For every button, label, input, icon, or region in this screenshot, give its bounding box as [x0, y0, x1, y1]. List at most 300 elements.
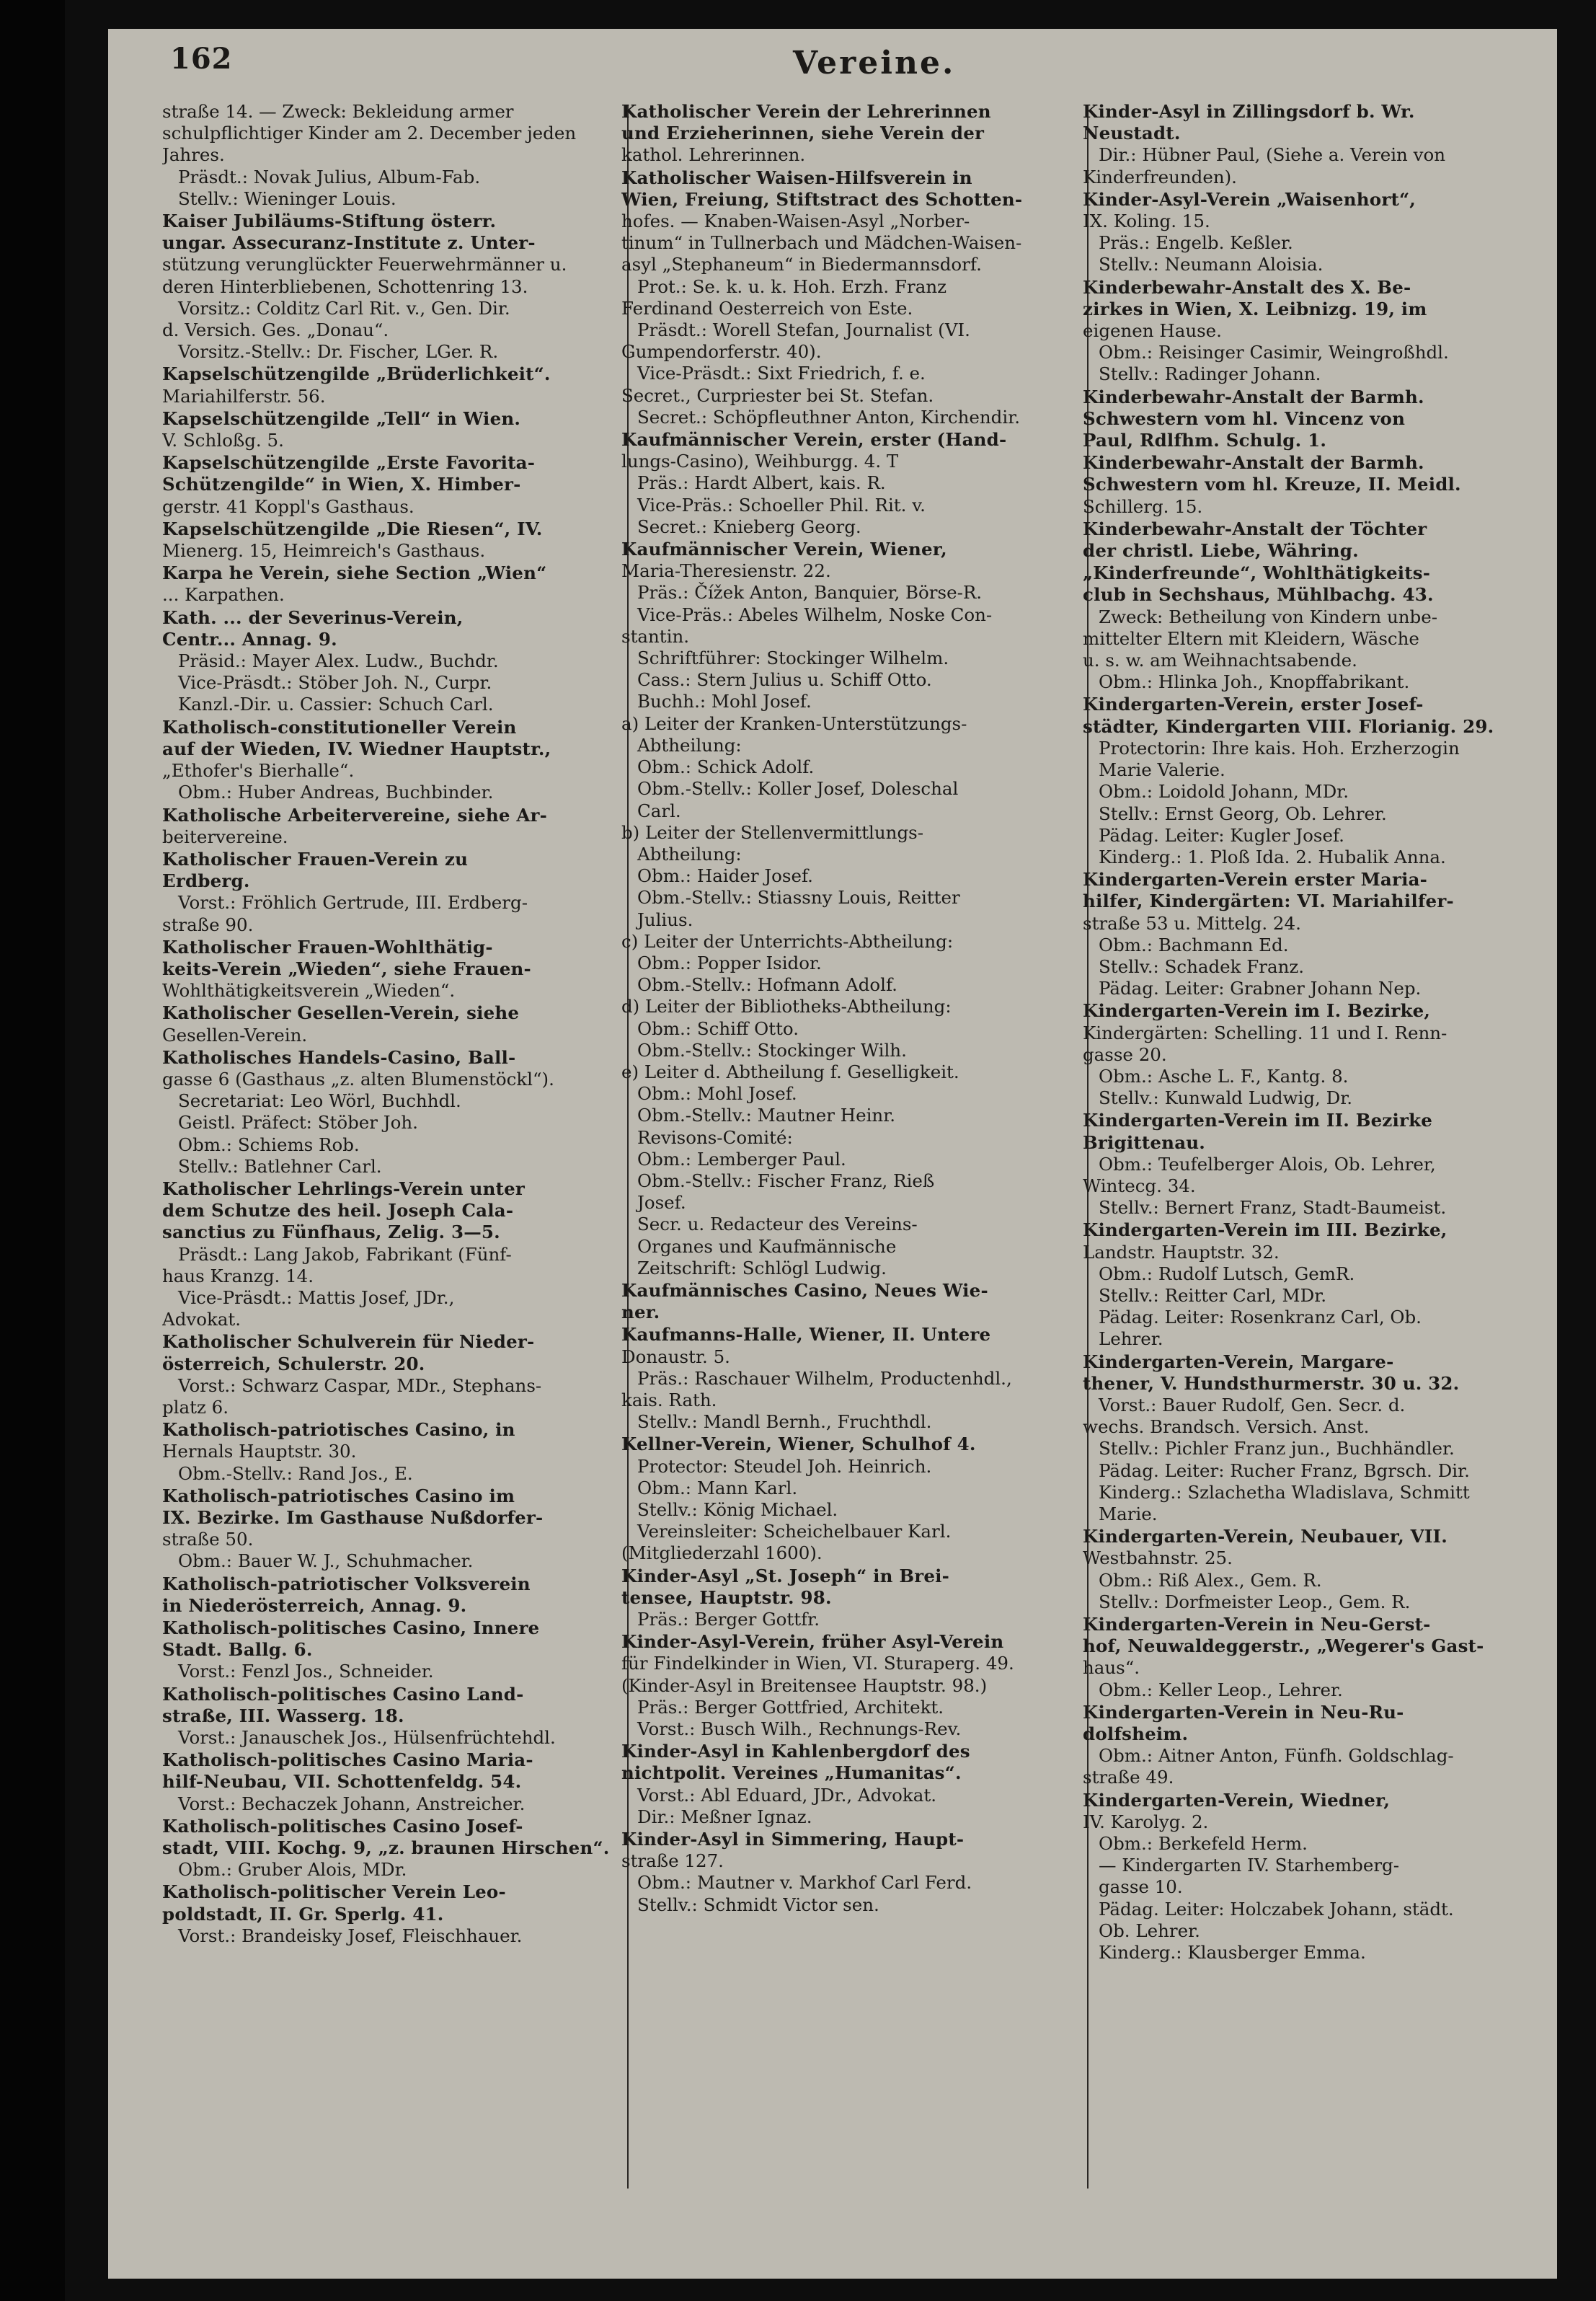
directory-entry: [621, 1324, 1076, 1433]
entry-text-line: Gesellen-Verein.: [162, 1024, 308, 1046]
entry-text-line: Marie.: [1099, 1503, 1158, 1524]
entry-text-line: Obm.: Teufelberger Alois, Ob. Lehrer,: [1099, 1153, 1436, 1175]
entry-heading-line: Katholischer Waisen-Hilfsverein in: [621, 167, 972, 188]
directory-entry: [1083, 452, 1537, 518]
directory-entry: [162, 408, 616, 451]
entry-text-line: gasse 6 (Gasthaus „z. alten Blumenstöckl“).: [162, 1068, 554, 1090]
entry-text-line: Obm.: Loidold Johann, MDr.: [1099, 781, 1349, 803]
entry-text-line: Stellv.: Kunwald Ludwig, Dr.: [1099, 1087, 1353, 1109]
entry-heading-line: Karpa he Verein, siehe Section „Wien“: [162, 562, 547, 584]
entry-text-line: Obm.: Bauer W. J., Schuhmacher.: [178, 1550, 474, 1572]
entry-heading-line: in Niederösterreich, Annag. 9.: [162, 1594, 467, 1616]
entry-text-line: stantin.: [621, 625, 690, 647]
entry-heading-line: Stadt. Ballg. 6.: [162, 1639, 313, 1661]
entry-text-line: Stellv.: Wieninger Louis.: [178, 187, 396, 209]
entry-heading-line: Erdberg.: [162, 870, 250, 892]
entry-heading-line: Kaufmännischer Verein, erster (Hand-: [621, 429, 1007, 451]
entry-heading-line: Katholisch-constitutioneller Verein: [162, 716, 517, 738]
entry-text-line: straße 49.: [1083, 1767, 1174, 1788]
entry-heading-line: Katholisch-politischer Verein Leo-: [162, 1881, 506, 1903]
entry-heading-line: Paul, Rdlfhm. Schulg. 1.: [1083, 430, 1327, 451]
directory-entry: [1083, 101, 1537, 188]
entry-heading-line: Kindergarten-Verein in Neu-Ru-: [1083, 1701, 1404, 1723]
entry-text-line: Vice-Präsdt.: Mattis Josef, JDr.,: [178, 1286, 455, 1308]
entry-heading-line: Wien, Freiung, Stiftstract des Schotten-: [621, 188, 1023, 210]
entry-text-line: Vorst.: Janauschek Jos., Hülsenfrüchtehdl.: [178, 1727, 556, 1749]
entry-text-line: Stellv.: Schmidt Victor sen.: [637, 1894, 879, 1915]
entry-heading-line: ungar. Assecuranz-Institute z. Unter-: [162, 232, 536, 254]
entry-text-line: Obm.: Popper Isidor.: [637, 952, 822, 973]
entry-heading-line: Kindergarten-Verein, Wiedner,: [1083, 1789, 1391, 1811]
entry-text-line: Obm.: Schiff Otto.: [637, 1017, 799, 1039]
directory-entry: [162, 1816, 616, 1881]
entry-heading-line: Kaufmännischer Verein, Wiener,: [621, 539, 947, 560]
entry-text-line: d) Leiter der Bibliotheks-Abtheilung:: [621, 996, 952, 1017]
entry-text-line: Obm.: Gruber Alois, MDr.: [178, 1859, 407, 1881]
entry-heading-line: Kindergarten-Verein im III. Bezirke,: [1083, 1219, 1448, 1241]
book-spine-shadow: [0, 0, 65, 2301]
text-column-middle: [621, 101, 1076, 2228]
directory-entry: [1083, 694, 1537, 868]
entry-heading-line: Kapselschützengilde „Erste Favorita-: [162, 452, 536, 474]
entry-heading-line: Kinder-Asyl in Kahlenbergdorf des: [621, 1741, 970, 1762]
entry-text-line: hofes. — Knaben-Waisen-Asyl „Norber-: [621, 211, 970, 232]
entry-text-line: straße 14. — Zweck: Bekleidung armer: [162, 101, 514, 122]
directory-entry: [162, 937, 616, 1002]
entry-heading-line: Kinder-Asyl in Simmering, Haupt-: [621, 1829, 965, 1850]
entry-text-line: ... Karpathen.: [162, 584, 285, 606]
directory-entry: [162, 1573, 616, 1617]
running-head: Vereine.: [793, 45, 956, 81]
entry-text-line: „Ethofer's Bierhalle“.: [162, 760, 355, 782]
entry-heading-line: österreich, Schulerstr. 20.: [162, 1353, 425, 1374]
directory-entry: [621, 539, 1076, 1279]
entry-text-line: Obm.: Asche L. F., Kantg. 8.: [1099, 1065, 1349, 1087]
entry-text-line: Obm.-Stellv.: Stockinger Wilh.: [637, 1039, 907, 1061]
entry-heading-line: tensee, Hauptstr. 98.: [621, 1586, 832, 1608]
entry-text-line: Präs.: Berger Gottfr.: [637, 1609, 820, 1630]
directory-entry: [1083, 1790, 1537, 1964]
entry-heading-line: der christl. Liebe, Währing.: [1083, 540, 1359, 562]
entry-heading-line: Kaufmanns-Halle, Wiener, II. Untere: [621, 1324, 991, 1346]
entry-heading-line: hilf-Neubau, VII. Schottenfeldg. 54.: [162, 1771, 522, 1793]
entry-heading-line: Kinder-Asyl-Verein, früher Asyl-Verein: [621, 1631, 1004, 1653]
entry-text-line: IX. Koling. 15.: [1083, 211, 1210, 232]
entry-text-line: Secret., Curpriester bei St. Stefan.: [621, 384, 934, 406]
entry-text-line: gerstr. 41 Koppl's Gasthaus.: [162, 495, 414, 517]
entry-text-line: Vorst.: Abl Eduard, JDr., Advokat.: [637, 1784, 936, 1806]
entry-text-line: Pädag. Leiter: Holczabek Johann, städt.: [1099, 1898, 1454, 1920]
entry-text-line: platz 6.: [162, 1396, 229, 1418]
entry-text-line: Vorst.: Bechaczek Johann, Anstreicher.: [178, 1793, 526, 1814]
entry-text-line: beitervereine.: [162, 826, 288, 847]
entry-text-line: Obm.: Aitner Anton, Fünfh. Goldschlag-: [1099, 1745, 1454, 1767]
directory-entry: [621, 167, 1076, 428]
entry-text-line: Kindergärten: Schelling. 11 und I. Renn-: [1083, 1022, 1448, 1043]
entry-heading-line: dolfsheim.: [1083, 1723, 1189, 1745]
entry-text-line: haus“.: [1083, 1657, 1140, 1679]
entry-text-line: Stellv.: Dorfmeister Leop., Gem. R.: [1099, 1591, 1411, 1612]
entry-heading-line: Kinder-Asyl „St. Joseph“ in Brei-: [621, 1565, 950, 1586]
entry-text-line: b) Leiter der Stellenvermittlungs-: [621, 821, 923, 843]
entry-heading-line: Kapselschützengilde „Die Riesen“, IV.: [162, 518, 543, 539]
entry-heading-line: club in Sechshaus, Mühlbachg. 43.: [1083, 584, 1434, 606]
directory-entry: [1083, 869, 1537, 999]
directory-entry: [621, 1829, 1076, 1916]
entry-heading-line: Katholischer Gesellen-Verein, siehe: [162, 1002, 520, 1024]
entry-text-line: wechs. Brandsch. Versich. Anst.: [1083, 1416, 1370, 1438]
entry-text-line: straße 53 u. Mittelg. 24.: [1083, 912, 1301, 934]
entry-text-line: Stellv.: Ernst Georg, Ob. Lehrer.: [1099, 803, 1387, 824]
entry-text-line: Vorst.: Bauer Rudolf, Gen. Secr. d.: [1099, 1394, 1406, 1416]
entry-text-line: Kinderg.: 1. Ploß Ida. 2. Hubalik Anna.: [1099, 846, 1446, 867]
entry-text-line: Präsdt.: Worell Stefan, Journalist (VI.: [637, 319, 970, 341]
entry-text-line: mittelter Eltern mit Kleidern, Wäsche: [1083, 627, 1419, 649]
entry-heading-line: zirkes in Wien, X. Leibnizg. 19, im: [1083, 298, 1427, 319]
entry-text-line: c) Leiter der Unterrichts-Abtheilung:: [621, 930, 954, 952]
entry-text-line: V. Schloßg. 5.: [162, 430, 284, 451]
entry-text-line: Obm.-Stellv.: Stiassny Louis, Reitter: [637, 887, 960, 909]
entry-text-line: Vereinsleiter: Scheichelbauer Karl.: [637, 1521, 952, 1542]
directory-entry: [162, 1617, 616, 1683]
directory-entry: [162, 1178, 616, 1330]
entry-heading-line: poldstadt, II. Gr. Sperlg. 41.: [162, 1903, 444, 1925]
entry-text-line: — Kindergarten IV. Starhemberg-: [1099, 1855, 1399, 1876]
entry-text-line: Wintecg. 34.: [1083, 1175, 1196, 1196]
directory-entry: [162, 452, 616, 518]
directory-entry: [162, 607, 616, 716]
entry-text-line: Mariahilferstr. 56.: [162, 385, 326, 407]
entry-text-line: Stellv.: Mandl Bernh., Fruchthdl.: [637, 1411, 932, 1433]
entry-text-line: gasse 10.: [1099, 1876, 1183, 1898]
entry-text-line: Obm.: Rudolf Lutsch, GemR.: [1099, 1263, 1355, 1284]
entry-text-line: Obm.: Mann Karl.: [637, 1477, 798, 1498]
entry-text-line: straße 127.: [621, 1850, 724, 1872]
entry-text-line: Revisons-Comité:: [637, 1126, 793, 1148]
entry-text-line: Kanzl.-Dir. u. Cassier: Schuch Carl.: [178, 694, 494, 715]
entry-heading-line: Kinderbewahr-Anstalt der Töchter: [1083, 518, 1427, 539]
text-column-right: [1083, 101, 1537, 2228]
entry-text-line: Secr. u. Redacteur des Vereins-: [637, 1214, 918, 1235]
entry-text-line: Stellv.: König Michael.: [637, 1499, 838, 1520]
entry-text-line: u. s. w. am Weihnachtsabende.: [1083, 650, 1357, 671]
entry-heading-line: Kaiser Jubiläums-Stiftung österr.: [162, 211, 497, 232]
entry-heading-line: Katholisch-politisches Casino Land-: [162, 1683, 524, 1705]
entry-text-line: Advokat.: [162, 1309, 241, 1330]
entry-heading-line: Brigittenau.: [1083, 1131, 1206, 1153]
entry-heading-line: Katholisches Handels-Casino, Ball-: [162, 1046, 516, 1068]
entry-heading-line: Neustadt.: [1083, 123, 1181, 144]
entry-text-line: Secretariat: Leo Wörl, Buchhdl.: [178, 1090, 461, 1112]
entry-heading-line: Kindergarten-Verein im II. Bezirke: [1083, 1110, 1433, 1131]
entry-text-line: Stellv.: Schadek Franz.: [1099, 955, 1305, 977]
entry-text-line: Vice-Präs.: Abeles Wilhelm, Noske Con-: [637, 604, 993, 625]
entry-text-line: Dir.: Hübner Paul, (Siehe a. Verein von: [1099, 144, 1445, 166]
entry-text-line: lungs-Casino), Weihburgg. 4. T: [621, 451, 899, 472]
entry-text-line: Pädag. Leiter: Grabner Johann Nep.: [1099, 978, 1422, 999]
entry-text-line: Dir.: Meßner Ignaz.: [637, 1806, 812, 1827]
entry-heading-line: Kinder-Asyl-Verein „Waisenhort“,: [1083, 188, 1416, 210]
entry-heading-line: thener, V. Hundsthurmerstr. 30 u. 32.: [1083, 1372, 1460, 1394]
entry-text-line: Vorst.: Brandeisky Josef, Fleischhauer.: [178, 1925, 523, 1946]
entry-heading-line: Katholische Arbeitervereine, siehe Ar-: [162, 804, 548, 826]
entry-text-line: Stellv.: Pichler Franz jun., Buchhändler.: [1099, 1438, 1455, 1459]
entry-text-line: Vorst.: Busch Wilh., Rechnungs-Rev.: [637, 1718, 962, 1740]
entry-heading-line: Katholisch-politisches Casino Josef-: [162, 1815, 523, 1837]
entry-text-line: Obm.: Bachmann Ed.: [1099, 934, 1289, 955]
entry-text-line: Maria-Theresienstr. 22.: [621, 560, 831, 582]
entry-text-line: Vorsitz.: Colditz Carl Rit. v., Gen. Dir.: [178, 297, 510, 319]
entry-text-line: (Mitgliederzahl 1600).: [621, 1542, 823, 1564]
entry-heading-line: Kinder-Asyl in Zillingsdorf b. Wr.: [1083, 101, 1415, 122]
entry-heading-line: Katholisch-politisches Casino Maria-: [162, 1749, 533, 1771]
entry-text-line: Präs.: Čížek Anton, Banquier, Börse-R.: [637, 582, 983, 604]
entry-text-line: Lehrer.: [1099, 1328, 1163, 1350]
directory-entry: [162, 805, 616, 848]
directory-entry: [1083, 277, 1537, 386]
entry-text-line: Schriftführer: Stockinger Wilhelm.: [637, 648, 949, 669]
directory-entry: [162, 101, 616, 210]
entry-text-line: Obm.: Hlinka Joh., Knopffabrikant.: [1099, 671, 1410, 693]
entry-text-line: asyl „Stephaneum“ in Biedermannsdorf.: [621, 254, 982, 275]
entry-heading-line: Kindergarten-Verein in Neu-Gerst-: [1083, 1614, 1431, 1635]
entry-text-line: a) Leiter der Kranken-Unterstützungs-: [621, 712, 967, 734]
entry-heading-line: Katholischer Verein der Lehrerinnen: [621, 101, 991, 122]
entry-text-line: Abtheilung:: [637, 734, 742, 756]
entry-text-line: Obm.-Stellv.: Mautner Heinr.: [637, 1105, 896, 1126]
entry-text-line: Präs.: Berger Gottfried, Architekt.: [637, 1696, 944, 1718]
entry-text-line: Buchh.: Mohl Josef.: [637, 691, 812, 712]
entry-text-line: Ob. Lehrer.: [1099, 1920, 1200, 1941]
entry-text-line: Abtheilung:: [637, 843, 742, 865]
entry-text-line: Obm.: Mautner v. Markhof Carl Ferd.: [637, 1872, 972, 1894]
entry-heading-line: keits-Verein „Wieden“, siehe Frauen-: [162, 958, 531, 979]
entry-text-line: Zeitschrift: Schlögl Ludwig.: [637, 1257, 887, 1278]
directory-entry: [621, 101, 1076, 167]
directory-entry: [162, 1419, 616, 1485]
entry-text-line: Vorst.: Fröhlich Gertrude, III. Erdberg-: [178, 892, 528, 914]
entry-text-line: Marie Valerie.: [1099, 759, 1225, 781]
entry-text-line: Obm.: Huber Andreas, Buchbinder.: [178, 782, 494, 803]
entry-text-line: Stellv.: Bernert Franz, Stadt-Baumeist.: [1099, 1197, 1447, 1219]
entry-text-line: Obm.: Mohl Josef.: [637, 1083, 797, 1105]
entry-text-line: Obm.-Stellv.: Koller Josef, Doleschal: [637, 778, 959, 800]
entry-heading-line: Kindergarten-Verein erster Maria-: [1083, 869, 1428, 891]
entry-heading-line: sanctius zu Fünfhaus, Zelig. 3—5.: [162, 1222, 500, 1243]
entry-text-line: kais. Rath.: [621, 1389, 717, 1410]
entry-heading-line: IX. Bezirke. Im Gasthause Nußdorfer-: [162, 1507, 544, 1528]
entry-text-line: tinum“ in Tullnerbach und Mädchen-Waisen-: [621, 232, 1022, 254]
directory-entry: [162, 849, 616, 936]
entry-heading-line: Katholisch-patriotisches Casino im: [162, 1485, 515, 1506]
entry-text-line: Kinderg.: Klausberger Emma.: [1099, 1942, 1366, 1964]
entry-text-line: Schillerg. 15.: [1083, 495, 1203, 517]
entry-text-line: Präsid.: Mayer Alex. Ludw., Buchdr.: [178, 650, 499, 672]
entry-heading-line: Kinderbewahr-Anstalt der Barmh.: [1083, 452, 1424, 474]
entry-heading-line: ner.: [621, 1302, 660, 1323]
entry-text-line: Secret.: Knieberg Georg.: [637, 516, 861, 537]
entry-text-line: Landstr. Hauptstr. 32.: [1083, 1241, 1280, 1263]
entry-heading-line: Kindergarten-Verein, erster Josef-: [1083, 694, 1424, 715]
entry-text-line: Wohlthätigkeitsverein „Wieden“.: [162, 980, 456, 1002]
directory-entry: [621, 429, 1076, 538]
entry-text-line: Obm.: Reisinger Casimir, Weingroßhdl.: [1099, 342, 1449, 363]
entry-heading-line: dem Schutze des heil. Joseph Cala-: [162, 1200, 514, 1222]
entry-text-line: Protectorin: Ihre kais. Hoh. Erzherzogin: [1099, 737, 1460, 759]
entry-text-line: Stellv.: Batlehner Carl.: [178, 1155, 382, 1177]
directory-entry: [1083, 189, 1537, 276]
entry-heading-line: Schützengilde“ in Wien, X. Himber-: [162, 474, 521, 495]
entry-heading-line: Kinderbewahr-Anstalt des X. Be-: [1083, 276, 1411, 298]
directory-entry: [162, 363, 616, 407]
directory-entry: [1083, 1526, 1537, 1613]
entry-text-line: deren Hinterbliebenen, Schottenring 13.: [162, 275, 528, 297]
entry-text-line: straße 90.: [162, 914, 254, 935]
entry-text-line: Obm.-Stellv.: Hofmann Adolf.: [637, 974, 897, 996]
entry-text-line: Secret.: Schöpfleuthner Anton, Kirchendir.: [637, 406, 1021, 428]
directory-entry: [1083, 1000, 1537, 1109]
entry-text-line: Präs.: Hardt Albert, kais. R.: [637, 472, 886, 494]
directory-entry: [1083, 562, 1537, 693]
entry-text-line: Gumpendorferstr. 40).: [621, 341, 822, 363]
directory-entry: [1083, 1702, 1537, 1789]
directory-entry: [162, 562, 616, 606]
entry-text-line: straße 50.: [162, 1529, 254, 1550]
directory-entry: [162, 1485, 616, 1573]
entry-text-line: Präsdt.: Lang Jakob, Fabrikant (Fünf-: [178, 1243, 512, 1265]
entry-heading-line: Kapselschützengilde „Brüderlichkeit“.: [162, 363, 551, 385]
entry-heading-line: städter, Kindergarten VIII. Florianig. 29.: [1083, 715, 1494, 737]
entry-text-line: (Kinder-Asyl in Breitensee Hauptstr. 98.): [621, 1674, 988, 1696]
entry-text-line: Obm.: Berkefeld Herm.: [1099, 1833, 1308, 1855]
entry-text-line: Carl.: [637, 800, 681, 821]
entry-text-line: Jahres.: [162, 144, 225, 166]
entry-text-line: gasse 20.: [1083, 1043, 1167, 1065]
directory-entry: [162, 1047, 616, 1178]
entry-heading-line: hof, Neuwaldeggerstr., „Wegerer's Gast-: [1083, 1635, 1484, 1657]
entry-text-line: Stellv.: Radinger Johann.: [1099, 363, 1321, 385]
entry-heading-line: Katholischer Lehrlings-Verein unter: [162, 1178, 526, 1199]
entry-heading-line: Kath. ... der Severinus-Verein,: [162, 606, 464, 628]
entry-text-line: Obm.: Keller Leop., Lehrer.: [1099, 1679, 1343, 1700]
entry-text-line: IV. Karolyg. 2.: [1083, 1811, 1209, 1832]
directory-entry: [162, 1749, 616, 1815]
entry-heading-line: Kindergarten-Verein im I. Bezirke,: [1083, 1000, 1431, 1022]
directory-entry: [1083, 518, 1537, 562]
entry-heading-line: nichtpolit. Vereines „Humanitas“.: [621, 1762, 962, 1784]
page-number: 162: [170, 42, 233, 76]
entry-text-line: haus Kranzg. 14.: [162, 1265, 314, 1286]
entry-heading-line: Katholischer Frauen-Wohlthätig-: [162, 936, 493, 958]
entry-heading-line: hilfer, Kindergärten: VI. Mariahilfer-: [1083, 891, 1454, 912]
entry-text-line: Prot.: Se. k. u. k. Hoh. Erzh. Franz: [637, 275, 947, 297]
entry-heading-line: Katholisch-patriotischer Volksverein: [162, 1573, 531, 1594]
entry-text-line: Obm.: Riß Alex., Gem. R.: [1099, 1569, 1322, 1591]
entry-heading-line: Kaufmännisches Casino, Neues Wie-: [621, 1279, 988, 1301]
entry-text-line: Cass.: Stern Julius u. Schiff Otto.: [637, 669, 932, 691]
entry-text-line: Protector: Steudel Joh. Heinrich.: [637, 1455, 932, 1477]
entry-heading-line: Kindergarten-Verein, Margare-: [1083, 1351, 1394, 1372]
entry-heading-line: und Erzieherinnen, siehe Verein der: [621, 123, 985, 144]
entry-text-line: eigenen Hause.: [1083, 320, 1222, 342]
entry-text-line: Vorsitz.-Stellv.: Dr. Fischer, LGer. R.: [178, 341, 499, 363]
entry-text-line: Donaustr. 5.: [621, 1346, 730, 1367]
entry-heading-line: Kapselschützengilde „Tell“ in Wien.: [162, 407, 521, 429]
entry-heading-line: auf der Wieden, IV. Wiedner Hauptstr.,: [162, 738, 551, 759]
directory-entry: [1083, 1614, 1537, 1701]
directory-entry: [162, 211, 616, 363]
directory-entry: [621, 1434, 1076, 1564]
entry-text-line: Stellv.: Reitter Carl, MDr.: [1099, 1284, 1327, 1306]
entry-text-line: Kinderfreunden).: [1083, 166, 1237, 187]
entry-text-line: Präs.: Engelb. Keßler.: [1099, 232, 1293, 254]
entry-heading-line: Kellner-Verein, Wiener, Schulhof 4.: [621, 1434, 976, 1455]
entry-text-line: Hernals Hauptstr. 30.: [162, 1441, 357, 1462]
entry-text-line: Ferdinand Oesterreich von Este.: [621, 297, 913, 319]
entry-text-line: Pädag. Leiter: Rosenkranz Carl, Ob.: [1099, 1307, 1422, 1328]
entry-heading-line: Kinderbewahr-Anstalt der Barmh.: [1083, 386, 1424, 407]
entry-heading-line: Katholisch-patriotisches Casino, in: [162, 1419, 515, 1441]
entry-heading-line: Schwestern vom hl. Kreuze, II. Meidl.: [1083, 474, 1461, 495]
entry-text-line: Obm.: Schiems Rob.: [178, 1134, 360, 1155]
entry-text-line: Josef.: [637, 1192, 686, 1214]
entry-heading-line: Kindergarten-Verein, Neubauer, VII.: [1083, 1526, 1448, 1547]
directory-entry: [162, 1684, 616, 1749]
entry-text-line: Obm.: Lemberger Paul.: [637, 1148, 846, 1170]
entry-text-line: Julius.: [637, 909, 693, 930]
entry-text-line: e) Leiter d. Abtheilung f. Geselligkeit.: [621, 1061, 959, 1082]
entry-heading-line: Katholischer Frauen-Verein zu: [162, 848, 469, 870]
directory-entry: [1083, 1219, 1537, 1350]
entry-text-line: Vorst.: Schwarz Caspar, MDr., Stephans-: [178, 1374, 542, 1396]
directory-entry: [162, 518, 616, 562]
entry-heading-line: Centr... Annag. 9.: [162, 628, 337, 650]
directory-entry: [162, 717, 616, 804]
directory-entry: [1083, 1110, 1537, 1219]
entry-heading-line: stadt, VIII. Kochg. 9, „z. braunen Hirschen“.: [162, 1837, 610, 1859]
entry-text-line: Präs.: Raschauer Wilhelm, Productenhdl.,: [637, 1367, 1012, 1389]
entry-text-line: d. Versich. Ges. „Donau“.: [162, 319, 389, 341]
entry-text-line: für Findelkinder in Wien, VI. Sturaperg. 49.: [621, 1653, 1014, 1674]
entry-heading-line: Katholisch-politisches Casino, Innere: [162, 1617, 540, 1639]
entry-text-line: Westbahnstr. 25.: [1083, 1547, 1233, 1569]
entry-text-line: kathol. Lehrerinnen.: [621, 144, 806, 166]
directory-entry: [1083, 387, 1537, 452]
entry-text-line: Obm.: Haider Josef.: [637, 865, 813, 887]
directory-entry: [162, 1331, 616, 1418]
entry-text-line: Pädag. Leiter: Rucher Franz, Bgrsch. Dir.: [1099, 1459, 1470, 1481]
entry-text-line: Vice-Präsdt.: Sixt Friedrich, f. e.: [637, 363, 926, 384]
entry-text-line: Mienerg. 15, Heimreich's Gasthaus.: [162, 540, 486, 562]
directory-entry: [621, 1280, 1076, 1323]
directory-entry: [162, 1002, 616, 1046]
entry-heading-line: Schwestern vom hl. Vincenz von: [1083, 407, 1406, 429]
entry-text-line: Obm.-Stellv.: Rand Jos., E.: [178, 1462, 413, 1484]
entry-text-line: Vice-Präsdt.: Stöber Joh. N., Curpr.: [178, 672, 492, 694]
directory-entry: [162, 1881, 616, 1947]
directory-entry: [621, 1565, 1076, 1631]
directory-entry: [621, 1741, 1076, 1828]
entry-text-line: Geistl. Präfect: Stöber Joh.: [178, 1112, 418, 1134]
directory-entry: [621, 1631, 1076, 1740]
entry-text-line: Obm.-Stellv.: Fischer Franz, Rieß: [637, 1170, 935, 1191]
entry-heading-line: Katholischer Schulverein für Nieder-: [162, 1331, 535, 1353]
entry-text-line: stützung verunglückter Feuerwehrmänner u.: [162, 254, 567, 275]
entry-text-line: Zweck: Betheilung von Kindern unbe-: [1099, 606, 1437, 627]
entry-heading-line: straße, III. Wasserg. 18.: [162, 1705, 404, 1726]
entry-heading-line: „Kinderfreunde“, Wohlthätigkeits-: [1083, 562, 1431, 584]
entry-text-line: Vice-Präs.: Schoeller Phil. Rit. v.: [637, 494, 926, 516]
